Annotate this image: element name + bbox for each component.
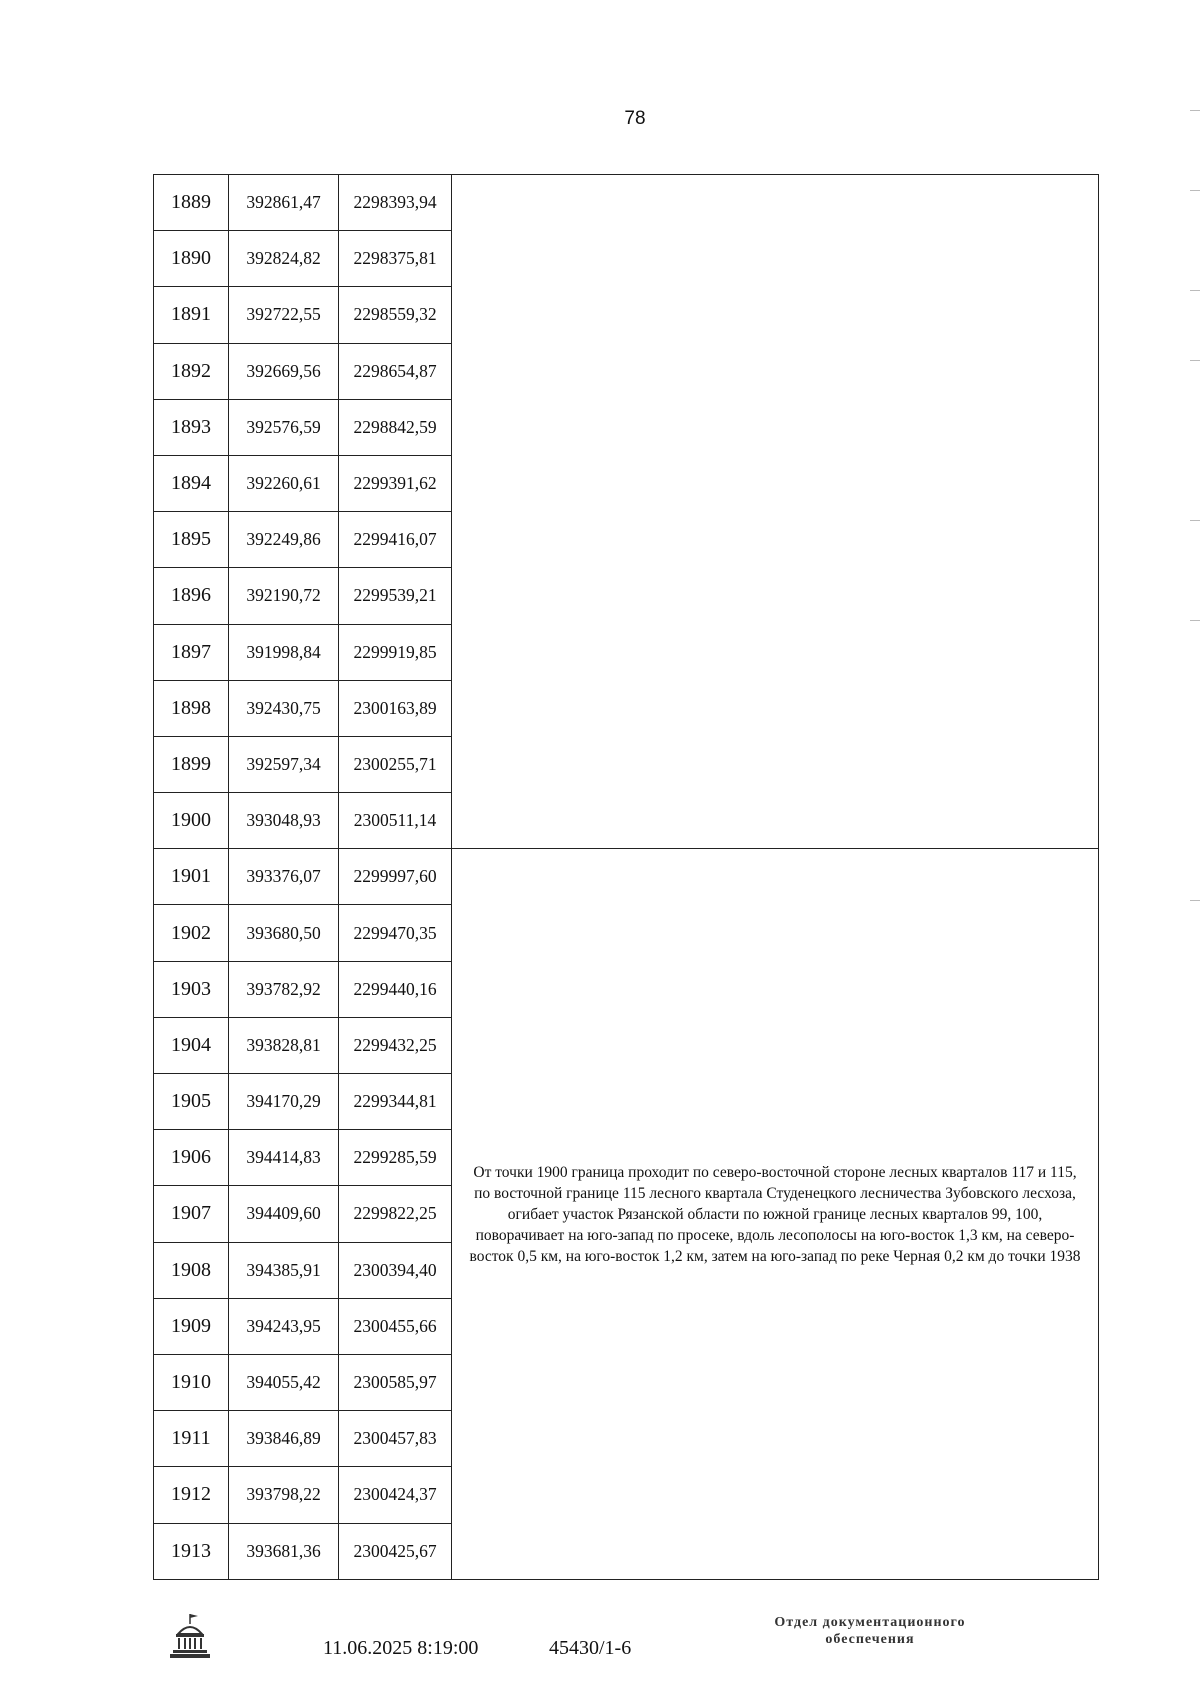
y-coordinate-cell: 2300457,83 xyxy=(339,1411,452,1467)
y-coordinate-cell: 2300394,40 xyxy=(339,1242,452,1298)
x-coordinate-cell: 394243,95 xyxy=(229,1298,339,1354)
footer-department-line1: Отдел документационного xyxy=(774,1615,966,1630)
point-number-cell: 1903 xyxy=(154,961,229,1017)
x-coordinate-cell: 392249,86 xyxy=(229,512,339,568)
y-coordinate-cell: 2300585,97 xyxy=(339,1354,452,1410)
footer-date: 11.06.2025 8:19:00 xyxy=(323,1637,479,1659)
point-number-cell: 1890 xyxy=(154,231,229,287)
point-number-cell: 1906 xyxy=(154,1130,229,1186)
point-number-cell: 1905 xyxy=(154,1074,229,1130)
y-coordinate-cell: 2298842,59 xyxy=(339,399,452,455)
edge-mark xyxy=(1190,360,1200,361)
y-coordinate-cell: 2300163,89 xyxy=(339,680,452,736)
x-coordinate-cell: 393376,07 xyxy=(229,849,339,905)
point-number-cell: 1911 xyxy=(154,1411,229,1467)
x-coordinate-cell: 392430,75 xyxy=(229,680,339,736)
x-coordinate-cell: 393048,93 xyxy=(229,793,339,849)
edge-mark xyxy=(1190,620,1200,621)
x-coordinate-cell: 392190,72 xyxy=(229,568,339,624)
x-coordinate-cell: 394409,60 xyxy=(229,1186,339,1242)
y-coordinate-cell: 2299997,60 xyxy=(339,849,452,905)
point-number-cell: 1899 xyxy=(154,736,229,792)
x-coordinate-cell: 393846,89 xyxy=(229,1411,339,1467)
y-coordinate-cell: 2299470,35 xyxy=(339,905,452,961)
point-number-cell: 1900 xyxy=(154,793,229,849)
x-coordinate-cell: 393828,81 xyxy=(229,1017,339,1073)
x-coordinate-cell: 393798,22 xyxy=(229,1467,339,1523)
y-coordinate-cell: 2300424,37 xyxy=(339,1467,452,1523)
x-coordinate-cell: 391998,84 xyxy=(229,624,339,680)
table-row xyxy=(154,849,1099,905)
x-coordinate-cell: 394055,42 xyxy=(229,1354,339,1410)
point-number-cell: 1893 xyxy=(154,399,229,455)
footer-department-line2: обеспечения xyxy=(825,1632,915,1647)
boundary-description-top xyxy=(452,175,1099,849)
coordinates-table-body xyxy=(154,175,1099,1580)
x-coordinate-cell: 394170,29 xyxy=(229,1074,339,1130)
point-number-cell: 1889 xyxy=(154,175,229,231)
y-coordinate-cell: 2298559,32 xyxy=(339,287,452,343)
x-coordinate-cell: 392824,82 xyxy=(229,231,339,287)
x-coordinate-cell: 392597,34 xyxy=(229,736,339,792)
footer-document-code: 45430/1-6 xyxy=(549,1637,632,1659)
y-coordinate-cell: 2299822,25 xyxy=(339,1186,452,1242)
point-number-cell: 1898 xyxy=(154,680,229,736)
y-coordinate-cell: 2300455,66 xyxy=(339,1298,452,1354)
point-number-cell: 1904 xyxy=(154,1017,229,1073)
point-number-cell: 1907 xyxy=(154,1186,229,1242)
point-number-cell: 1910 xyxy=(154,1354,229,1410)
y-coordinate-cell: 2299344,81 xyxy=(339,1074,452,1130)
point-number-cell: 1908 xyxy=(154,1242,229,1298)
page-number: 78 xyxy=(624,108,646,129)
point-number-cell: 1891 xyxy=(154,287,229,343)
point-number-cell: 1913 xyxy=(154,1523,229,1580)
x-coordinate-cell: 392722,55 xyxy=(229,287,339,343)
y-coordinate-cell: 2299391,62 xyxy=(339,455,452,511)
x-coordinate-cell: 394414,83 xyxy=(229,1130,339,1186)
y-coordinate-cell: 2299539,21 xyxy=(339,568,452,624)
y-coordinate-cell: 2299285,59 xyxy=(339,1130,452,1186)
x-coordinate-cell: 392576,59 xyxy=(229,399,339,455)
edge-mark xyxy=(1190,290,1200,291)
x-coordinate-cell: 392861,47 xyxy=(229,175,339,231)
y-coordinate-cell: 2299432,25 xyxy=(339,1017,452,1073)
x-coordinate-cell: 393782,92 xyxy=(229,961,339,1017)
y-coordinate-cell: 2298393,94 xyxy=(339,175,452,231)
point-number-cell: 1895 xyxy=(154,512,229,568)
x-coordinate-cell: 392669,56 xyxy=(229,343,339,399)
edge-mark xyxy=(1190,520,1200,521)
x-coordinate-cell: 392260,61 xyxy=(229,455,339,511)
x-coordinate-cell: 394385,91 xyxy=(229,1242,339,1298)
point-number-cell: 1909 xyxy=(154,1298,229,1354)
table-row xyxy=(154,175,1099,231)
y-coordinate-cell: 2298654,87 xyxy=(339,343,452,399)
x-coordinate-cell: 393680,50 xyxy=(229,905,339,961)
y-coordinate-cell: 2298375,81 xyxy=(339,231,452,287)
x-coordinate-cell: 393681,36 xyxy=(229,1523,339,1580)
y-coordinate-cell: 2300255,71 xyxy=(339,736,452,792)
point-number-cell: 1901 xyxy=(154,849,229,905)
boundary-description: От точки 1900 граница проходит по северо-восточной стороне лесных кварталов 117 и 115, по восточной границе 115 лесного квартала Студенецкого лесничества Зубовского лесхоза, огибает участок Рязанской области по южной границе лесных кварталов 99, 100, поворачивает на юго-запад по просеке, вдоль лесополосы на юго-восток 1,3 км, на северо-восток 0,5 км, на юго-восток 1,2 км, затем на юго-запад по реке Черная 0,2 км до точки 1938 xyxy=(452,849,1099,1580)
y-coordinate-cell: 2300425,67 xyxy=(339,1523,452,1580)
point-number-cell: 1902 xyxy=(154,905,229,961)
point-number-cell: 1896 xyxy=(154,568,229,624)
point-number-cell: 1892 xyxy=(154,343,229,399)
y-coordinate-cell: 2299440,16 xyxy=(339,961,452,1017)
y-coordinate-cell: 2299416,07 xyxy=(339,512,452,568)
y-coordinate-cell: 2300511,14 xyxy=(339,793,452,849)
y-coordinate-cell: 2299919,85 xyxy=(339,624,452,680)
footer-department-stamp xyxy=(720,1614,1020,1648)
edge-mark xyxy=(1190,900,1200,901)
coordinates-table xyxy=(153,174,1099,1580)
edge-mark xyxy=(1190,110,1200,111)
edge-mark xyxy=(1190,190,1200,191)
point-number-cell: 1897 xyxy=(154,624,229,680)
duma-building-icon xyxy=(168,1612,212,1660)
point-number-cell: 1894 xyxy=(154,455,229,511)
point-number-cell: 1912 xyxy=(154,1467,229,1523)
